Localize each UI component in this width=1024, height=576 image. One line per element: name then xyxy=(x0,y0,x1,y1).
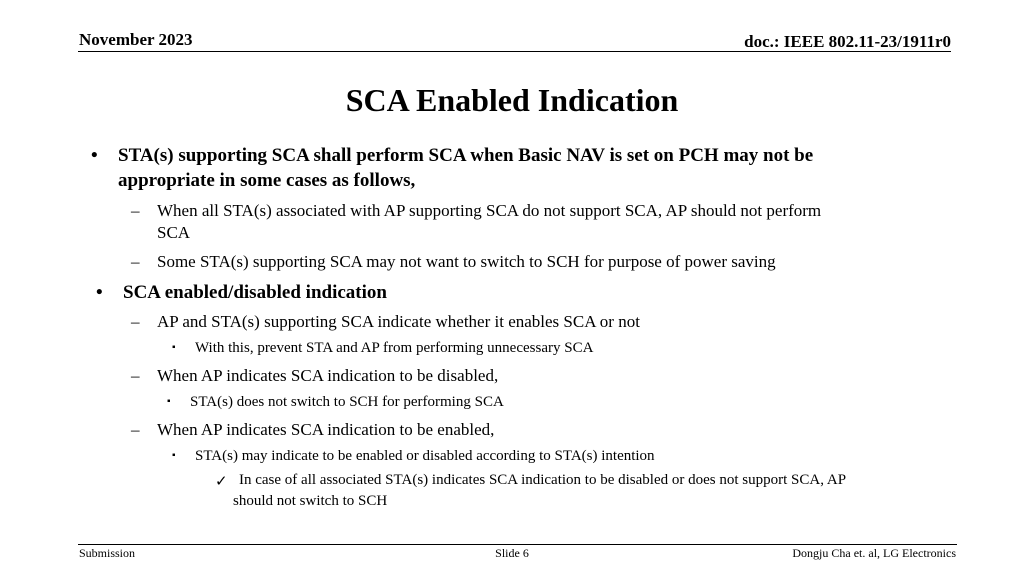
bullet-1 xyxy=(91,145,814,167)
slide-title: SCA Enabled Indication xyxy=(345,82,679,118)
footer-left: Submission xyxy=(79,546,136,560)
header-date: November 2023 xyxy=(79,30,193,49)
square-marker: ▪ xyxy=(172,450,176,461)
dash-marker: – xyxy=(131,420,140,439)
bullet-2-sub-3-item-text: STA(s) may indicate to be enabled or disabled according to STA(s) intention xyxy=(195,448,655,464)
bullet-1-continuation xyxy=(118,170,415,192)
slide-number: Slide 6 xyxy=(495,546,529,560)
bullet-2-sub-2-item-text: STA(s) does not switch to SCH for performing SCA xyxy=(190,394,504,410)
checkmark-item xyxy=(215,472,847,490)
bullet-1-sub-1-line-2: SCA xyxy=(157,223,191,242)
bullet-1-line-2: appropriate in some cases as follows, xyxy=(118,170,416,191)
bullet-2-sub-1-text: AP and STA(s) supporting SCA indicate whether it enables SCA or not xyxy=(157,312,640,331)
bullet-2-sub-3 xyxy=(131,420,495,440)
footer-divider xyxy=(78,544,957,545)
checkmark-item-line-1: In case of all associated STA(s) indicates SCA indication to be disabled or does not support SCA, AP xyxy=(239,472,847,488)
bullet-2-text: SCA enabled/disabled indication xyxy=(123,282,387,303)
footer-author: Dongju Cha et. al, LG Electronics xyxy=(792,546,956,560)
dash-marker: – xyxy=(131,366,140,385)
bullet-1-sub-2 xyxy=(131,252,776,272)
bullet-1-sub-1-continuation xyxy=(157,223,190,243)
bullet-2-sub-3-item xyxy=(172,448,655,465)
bullet-marker: • xyxy=(96,282,103,303)
square-marker: ▪ xyxy=(167,396,171,407)
checkmark-item-continuation xyxy=(233,493,387,510)
bullet-2-sub-1-item xyxy=(172,340,594,357)
bullet-2-sub-1 xyxy=(131,312,640,332)
bullet-1-sub-2-text: Some STA(s) supporting SCA may not want to switch to SCH for purpose of power saving xyxy=(157,252,776,271)
checkmark-icon: ✓ xyxy=(215,474,228,490)
bullet-2-sub-2-text: When AP indicates SCA indication to be disabled, xyxy=(157,366,499,385)
dash-marker: – xyxy=(131,252,140,271)
header-doc-id: doc.: IEEE 802.11-23/1911r0 xyxy=(744,32,951,51)
checkmark-item-line-2: should not switch to SCH xyxy=(233,493,388,509)
bullet-1-sub-1-line-1: When all STA(s) associated with AP supporting SCA do not support SCA, AP should not perform xyxy=(157,201,822,220)
dash-marker: – xyxy=(131,312,140,331)
bullet-2-sub-3-text: When AP indicates SCA indication to be enabled, xyxy=(157,420,495,439)
bullet-2 xyxy=(96,282,387,304)
bullet-1-sub-1 xyxy=(131,201,822,221)
bullet-2-sub-2 xyxy=(131,366,499,386)
dash-marker: – xyxy=(131,201,140,220)
square-marker: ▪ xyxy=(172,342,176,353)
bullet-2-sub-2-item xyxy=(167,394,504,411)
header-divider xyxy=(78,51,951,52)
bullet-1-line-1: STA(s) supporting SCA shall perform SCA when Basic NAV is set on PCH may not be xyxy=(118,145,814,166)
bullet-marker: • xyxy=(91,145,98,166)
bullet-2-sub-1-item-text: With this, prevent STA and AP from performing unnecessary SCA xyxy=(195,340,594,356)
